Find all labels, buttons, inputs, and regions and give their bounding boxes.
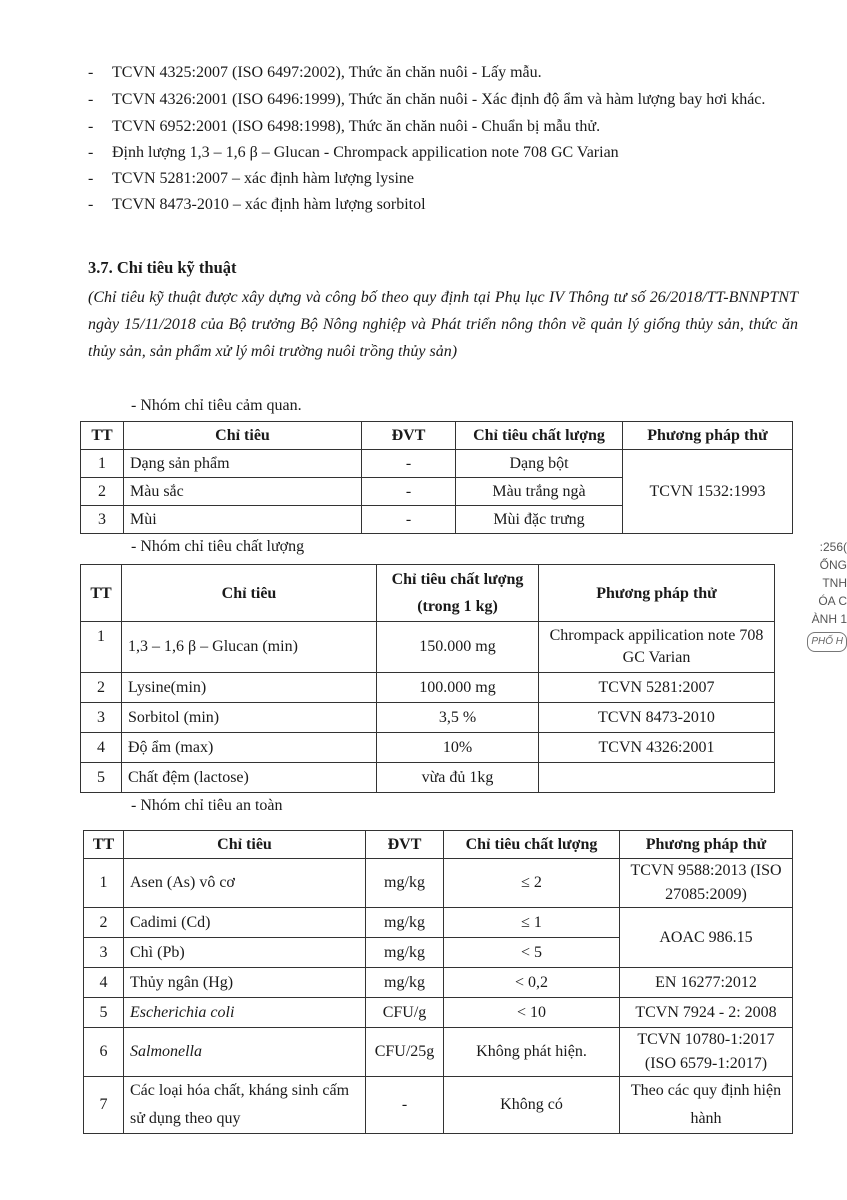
list-item: - TCVN 4326:2001 (ISO 6496:1999), Thức ăn chăn nuôi - Xác định độ ẩm và hàm lượng bay hơi khác. [88, 86, 808, 114]
test-method: Chrompack appilication note 708 GC Varian [539, 622, 775, 673]
row-number: 2 [81, 478, 124, 506]
criterion-name: Cadimi (Cd) [124, 908, 366, 938]
unit-cell: - [362, 450, 456, 478]
stamp-text: :256( [819, 540, 847, 554]
quality-value: 3,5 % [377, 703, 539, 733]
standards-list [88, 60, 808, 218]
quality-value: Màu trắng ngà [456, 478, 623, 506]
criterion-name: Mùi [124, 506, 362, 534]
table-row [84, 998, 793, 1028]
criterion-name: Lysine(min) [122, 673, 377, 703]
test-method: TCVN 4326:2001 [539, 733, 775, 763]
row-number: 1 [81, 450, 124, 478]
test-method [539, 763, 775, 793]
criterion-name: Các loại hóa chất, kháng sinh cấm sử dụng theo quy [124, 1077, 366, 1134]
section-heading: 3.7. Chỉ tiêu kỹ thuật [88, 258, 237, 277]
row-number: 1 [84, 859, 124, 908]
sensory-group-label: - Nhóm chỉ tiêu cảm quan. [131, 397, 302, 414]
row-number: 7 [84, 1077, 124, 1134]
table-row [84, 968, 793, 998]
quality-value: < 10 [444, 998, 620, 1028]
unit-cell: - [366, 1077, 444, 1134]
quality-group-label: - Nhóm chỉ tiêu chất lượng [131, 538, 305, 555]
stamp-text: ÓA C [818, 594, 847, 608]
quality-value: 100.000 mg [377, 673, 539, 703]
unit-cell: CFU/g [366, 998, 444, 1028]
row-number: 3 [81, 703, 122, 733]
row-number: 5 [84, 998, 124, 1028]
table-row [81, 673, 775, 703]
quality-value: ≤ 1 [444, 908, 620, 938]
test-method: TCVN 7924 - 2: 2008 [620, 998, 793, 1028]
row-number: 6 [84, 1028, 124, 1077]
column-header: Phương pháp thử [539, 565, 775, 622]
quality-value: < 5 [444, 938, 620, 968]
column-header: Phương pháp thử [620, 831, 793, 859]
unit-cell: - [362, 506, 456, 534]
quality-value: Không phát hiện. [444, 1028, 620, 1077]
safety-group-label: - Nhóm chỉ tiêu an toàn [131, 797, 283, 814]
row-number: 4 [81, 733, 122, 763]
unit-cell: mg/kg [366, 968, 444, 998]
stamp-text: ỐNG [819, 558, 847, 572]
criterion-name: Dạng sản phẩm [124, 450, 362, 478]
criterion-name: Màu sắc [124, 478, 362, 506]
criterion-name: Thủy ngân (Hg) [124, 968, 366, 998]
column-header: TT [81, 565, 122, 622]
test-method: AOAC 986.15 [620, 908, 793, 968]
column-header: Chỉ tiêu [122, 565, 377, 622]
table-header-row [81, 422, 793, 450]
row-number: 3 [81, 506, 124, 534]
section-note: (Chỉ tiêu kỹ thuật được xây dựng và công bố theo quy định tại Phụ lục IV Thông tư số 26/2018/TT-BNNPTNT ngày 15/11/2018 của Bộ trưởng Bộ Nông nghiệp và Phát triển nông thôn về quản lý giống thủy sản, thức ăn thủy sản, sản phẩm xử lý môi trường nuôi trồng thủy sản) [88, 289, 798, 360]
table-header-row [81, 565, 775, 622]
row-number: 4 [84, 968, 124, 998]
column-header: Chỉ tiêu chất lượng [456, 422, 623, 450]
table-row [81, 703, 775, 733]
list-item: - TCVN 4325:2007 (ISO 6497:2002), Thức ăn chăn nuôi - Lấy mẫu. [88, 60, 808, 86]
test-method: Theo các quy định hiện hành [620, 1077, 793, 1134]
list-item: - TCVN 6952:2001 (ISO 6498:1998), Thức ăn chăn nuôi - Chuẩn bị mẫu thử. [88, 114, 808, 140]
test-method: EN 16277:2012 [620, 968, 793, 998]
quality-value: < 0,2 [444, 968, 620, 998]
table-row [84, 1077, 793, 1134]
test-method: TCVN 8473-2010 [539, 703, 775, 733]
quality-value: Không có [444, 1077, 620, 1134]
list-item: - TCVN 5281:2007 – xác định hàm lượng lysine [88, 166, 808, 192]
quality-value: Dạng bột [456, 450, 623, 478]
sensory-table [80, 421, 793, 534]
list-item: - TCVN 8473-2010 – xác định hàm lượng sorbitol [88, 192, 808, 218]
criterion-name: Salmonella [124, 1028, 366, 1077]
table-row [84, 1028, 793, 1077]
unit-cell: mg/kg [366, 938, 444, 968]
column-header: TT [81, 422, 124, 450]
test-method: TCVN 10780-1:2017 (ISO 6579-1:2017) [620, 1028, 793, 1077]
quality-value: vừa đủ 1kg [377, 763, 539, 793]
unit-cell: CFU/25g [366, 1028, 444, 1077]
criterion-name: Chất đệm (lactose) [122, 763, 377, 793]
margin-stamp-fragment [807, 538, 847, 652]
quality-value: Mùi đặc trưng [456, 506, 623, 534]
quality-value: 10% [377, 733, 539, 763]
criterion-name: Độ ẩm (max) [122, 733, 377, 763]
criterion-name: Sorbitol (min) [122, 703, 377, 733]
row-number: 2 [84, 908, 124, 938]
criterion-name: Escherichia coli [124, 998, 366, 1028]
row-number: 3 [84, 938, 124, 968]
stamp-text: TNH [822, 576, 847, 590]
unit-cell: mg/kg [366, 859, 444, 908]
test-method: TCVN 9588:2013 (ISO 27085:2009) [620, 859, 793, 908]
column-header: TT [84, 831, 124, 859]
criterion-name: Asen (As) vô cơ [124, 859, 366, 908]
unit-cell: mg/kg [366, 908, 444, 938]
column-header: ĐVT [366, 831, 444, 859]
column-header: Phương pháp thử [623, 422, 793, 450]
row-number: 5 [81, 763, 122, 793]
table-row [81, 450, 793, 478]
criterion-name: 1,3 – 1,6 β – Glucan (min) [122, 622, 377, 673]
stamp-text: ÀNH 1 [811, 612, 847, 626]
table-row [81, 733, 775, 763]
column-header: Chỉ tiêu chất lượng [444, 831, 620, 859]
row-number: 2 [81, 673, 122, 703]
safety-table [83, 830, 793, 1134]
column-header: Chỉ tiêu chất lượng (trong 1 kg) [377, 565, 539, 622]
row-number: 1 [81, 622, 122, 673]
quality-value: ≤ 2 [444, 859, 620, 908]
column-header: ĐVT [362, 422, 456, 450]
table-row [81, 622, 775, 673]
column-header: Chỉ tiêu [124, 831, 366, 859]
table-row [84, 859, 793, 908]
table-header-row [84, 831, 793, 859]
quality-table [80, 564, 775, 793]
stamp-text: PHỐ H [807, 632, 847, 652]
test-method: TCVN 1532:1993 [623, 450, 793, 534]
test-method: TCVN 5281:2007 [539, 673, 775, 703]
criterion-name: Chì (Pb) [124, 938, 366, 968]
unit-cell: - [362, 478, 456, 506]
column-header: Chỉ tiêu [124, 422, 362, 450]
table-row [84, 908, 793, 938]
quality-value: 150.000 mg [377, 622, 539, 673]
list-item: - Định lượng 1,3 – 1,6 β – Glucan - Chrompack appilication note 708 GC Varian [88, 140, 808, 166]
table-row [81, 763, 775, 793]
